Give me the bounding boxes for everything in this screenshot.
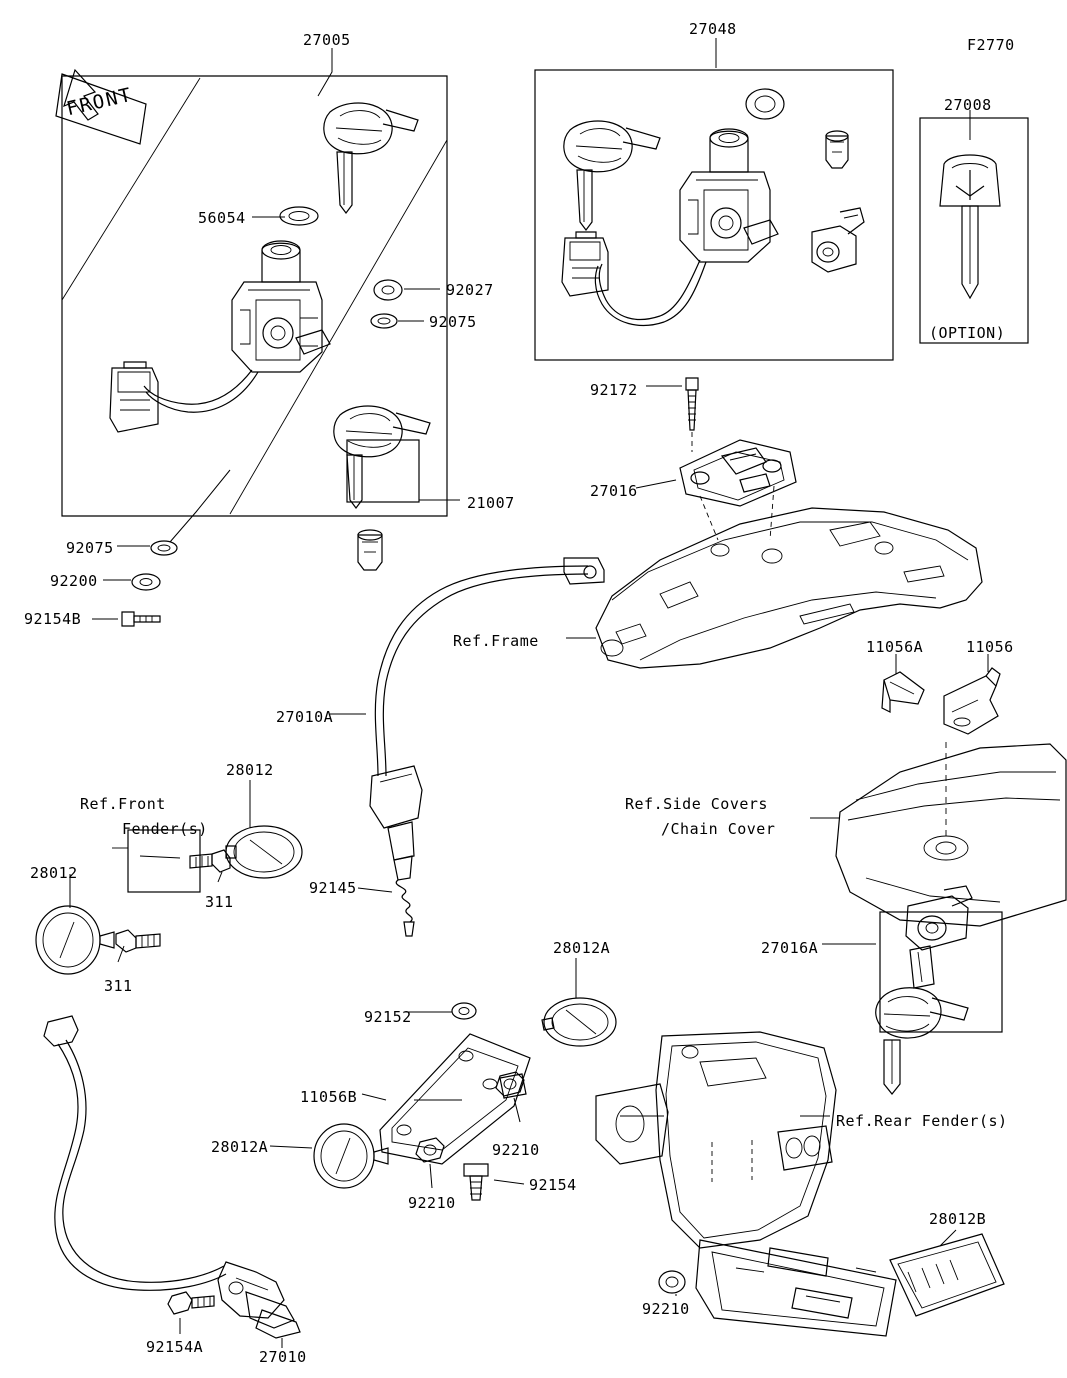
label-28012A-bottom: 28012A (211, 1138, 269, 1156)
label-ref-chain-cover: /Chain Cover (661, 820, 776, 838)
label-21007: 21007 (467, 494, 515, 512)
label-ref-side-covers: Ref.Side Covers (625, 795, 768, 813)
label-92172: 92172 (590, 381, 638, 399)
ignition-switch-27005 (110, 103, 418, 432)
reflector-28012B (890, 1234, 1004, 1316)
bolt-92154B (122, 612, 160, 626)
reflector-28012-top (226, 826, 302, 878)
ref-frame-illustration (596, 508, 982, 668)
reflector-28012A-bottom (314, 1124, 388, 1188)
nut-92210-rear (659, 1271, 685, 1293)
seat-lock-27016 (680, 440, 796, 506)
label-92154B: 92154B (24, 610, 82, 628)
label-11056B: 11056B (300, 1088, 358, 1106)
front-marker (52, 63, 148, 145)
label-56054: 56054 (198, 209, 246, 227)
rotor-21007 (334, 406, 430, 570)
bolt-92172 (686, 378, 698, 430)
label-ref-front-fender-1: Ref.Front (80, 795, 166, 813)
washer-92075-lower (151, 541, 177, 555)
label-option-note: (OPTION) (929, 324, 1006, 342)
label-27005: 27005 (303, 31, 351, 49)
label-92210-lower: 92210 (408, 1194, 456, 1212)
label-92027: 92027 (446, 281, 494, 299)
label-92154A: 92154A (146, 1338, 204, 1356)
bracket-11056 (944, 668, 1000, 734)
label-92154: 92154 (529, 1176, 577, 1194)
group-box-ref-front-fender (128, 830, 200, 892)
label-92075-upper: 92075 (429, 313, 477, 331)
label-92075-lower: 92075 (66, 539, 114, 557)
label-27008: 27008 (944, 96, 992, 114)
bolt-92154A (168, 1292, 214, 1314)
bracket-11056A (882, 672, 924, 712)
key-set-27048 (562, 38, 864, 325)
label-311-left: 311 (104, 977, 133, 995)
label-92210-rear: 92210 (642, 1300, 690, 1318)
label-27016: 27016 (590, 482, 638, 500)
seat-lock-27016A (876, 886, 972, 1094)
brake-switch-27010 (44, 1016, 300, 1338)
label-ref-front-fender-2: Fender(s) (122, 820, 208, 838)
nut-92027 (374, 280, 402, 300)
label-27010A: 27010A (276, 708, 334, 726)
front-marker-label: FRONT (64, 83, 135, 121)
reflector-28012-left (36, 906, 114, 974)
collar-92152 (452, 1003, 476, 1019)
label-27010: 27010 (259, 1348, 307, 1366)
label-92152: 92152 (364, 1008, 412, 1026)
label-f2770: F2770 (967, 36, 1015, 54)
label-92145: 92145 (309, 879, 357, 897)
label-92210-upper: 92210 (492, 1141, 540, 1159)
label-ref-rear-fender: Ref.Rear Fender(s) (836, 1112, 1008, 1130)
label-92200: 92200 (50, 572, 98, 590)
switch-cable-27010A (370, 558, 604, 936)
reflector-28012A-top (542, 998, 616, 1046)
side-cover-illustration (836, 744, 1066, 926)
label-11056A: 11056A (866, 638, 924, 656)
label-ref-frame: Ref.Frame (453, 632, 539, 650)
label-11056: 11056 (966, 638, 1014, 656)
group-box-21007 (347, 440, 419, 502)
washer-92075-upper (371, 314, 397, 328)
bolt-92154 (464, 1164, 488, 1200)
label-311-right: 311 (205, 893, 234, 911)
label-27048: 27048 (689, 20, 737, 38)
ref-rear-fender-illustration (596, 1032, 896, 1336)
label-28012A-top: 28012A (553, 939, 611, 957)
label-28012-top: 28012 (226, 761, 274, 779)
group-box-27008 (920, 118, 1028, 343)
label-28012B: 28012B (929, 1210, 987, 1228)
label-27016A: 27016A (761, 939, 819, 957)
washer-92200 (132, 574, 160, 590)
label-28012-left: 28012 (30, 864, 78, 882)
bolt-311-right (190, 850, 230, 872)
option-key-27008 (940, 110, 1000, 298)
